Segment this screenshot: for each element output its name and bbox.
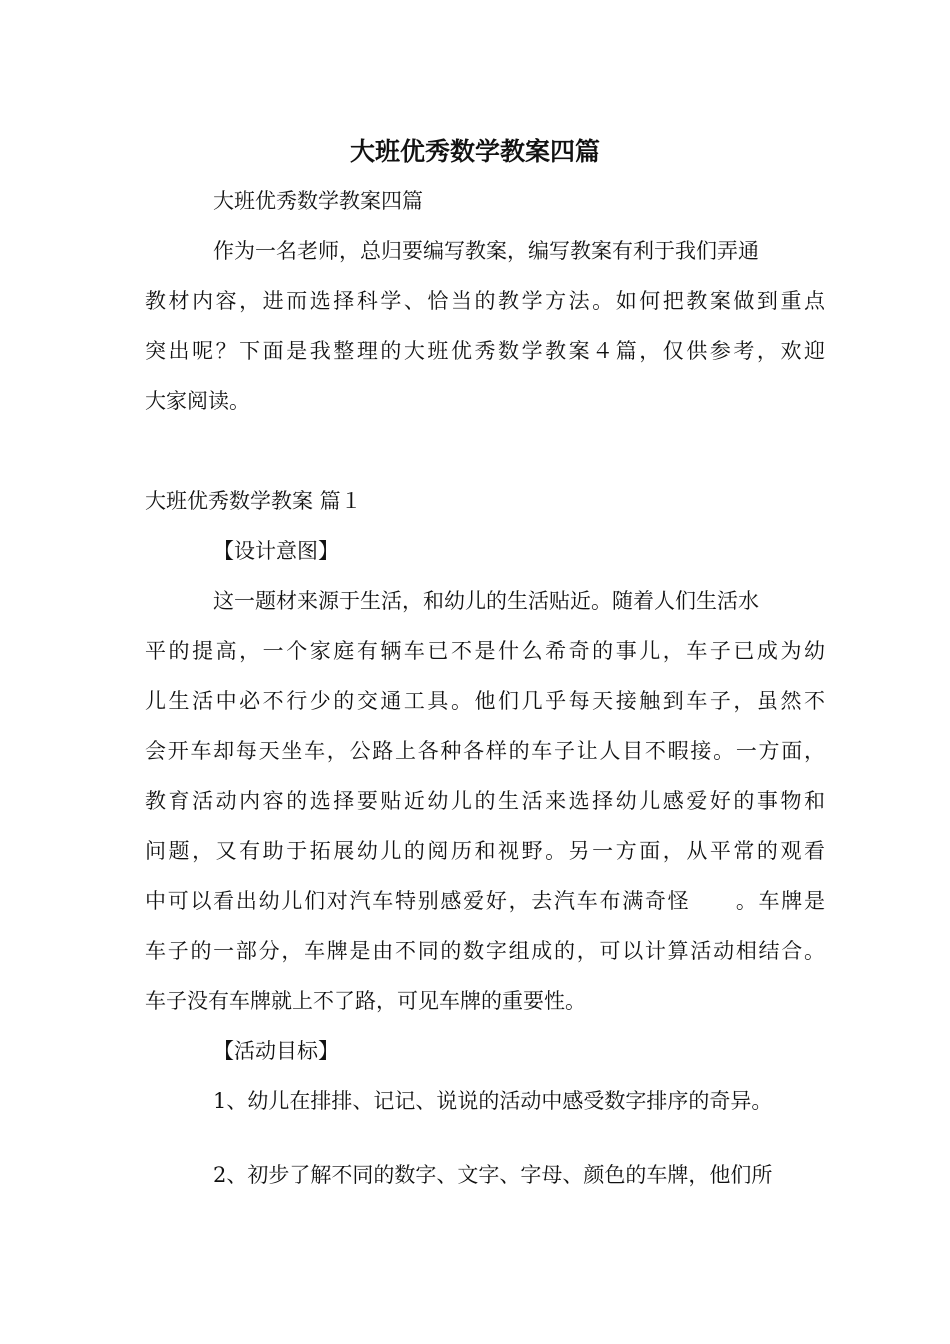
design-intent-heading: 【设计意图】 <box>213 539 339 563</box>
intro-line-2: 教材内容，进而选择科学、恰当的教学方法。如何把教案做到重点 <box>145 289 825 313</box>
design-line-8: 车子的一部分，车牌是由不同的数字组成的，可以计算活动相结合。 <box>145 939 825 963</box>
goal-item-1: 1、幼儿在排排、记记、说说的活动中感受数字排序的奇异。 <box>213 1089 773 1113</box>
document-title: 大班优秀数学教案四篇 <box>349 137 600 166</box>
design-line-2: 平的提高，一个家庭有辆车已不是什么希奇的事儿，车子已成为幼 <box>145 639 825 663</box>
design-line-5: 教育活动内容的选择要贴近幼儿的生活来选择幼儿感爱好的事物和 <box>145 789 825 813</box>
design-line-3: 儿生活中必不行少的交通工具。他们几乎每天接触到车子，虽然不 <box>145 689 825 713</box>
intro-line-1: 作为一名老师，总归要编写教案，编写教案有利于我们弄通 <box>213 239 759 263</box>
intro-line-3: 突出呢？下面是我整理的大班优秀数学教案４篇，仅供参考，欢迎 <box>145 339 825 363</box>
design-line-7: 中可以看出幼儿们对汽车特别感爱好，去汽车布满奇怪 。车牌是 <box>145 889 825 913</box>
design-line-9: 车子没有车牌就上不了路，可见车牌的重要性。 <box>145 989 586 1013</box>
design-line-1: 这一题材来源于生活，和幼儿的生活贴近。随着人们生活水 <box>213 589 759 613</box>
section-heading-1: 大班优秀数学教案 篇１ <box>145 489 362 513</box>
goal-item-2: 2、初步了解不同的数字、文字、字母、颜色的车牌，他们所 <box>213 1163 773 1187</box>
activity-goals-heading: 【活动目标】 <box>213 1039 339 1063</box>
intro-line-4: 大家阅读。 <box>145 389 250 413</box>
document-subtitle: 大班优秀数学教案四篇 <box>213 189 423 213</box>
design-line-4: 会开车却每天坐车，公路上各种各样的车子让人目不暇接。一方面， <box>145 739 825 763</box>
design-line-6: 问题，又有助于拓展幼儿的阅历和视野。另一方面，从平常的观看 <box>145 839 825 863</box>
